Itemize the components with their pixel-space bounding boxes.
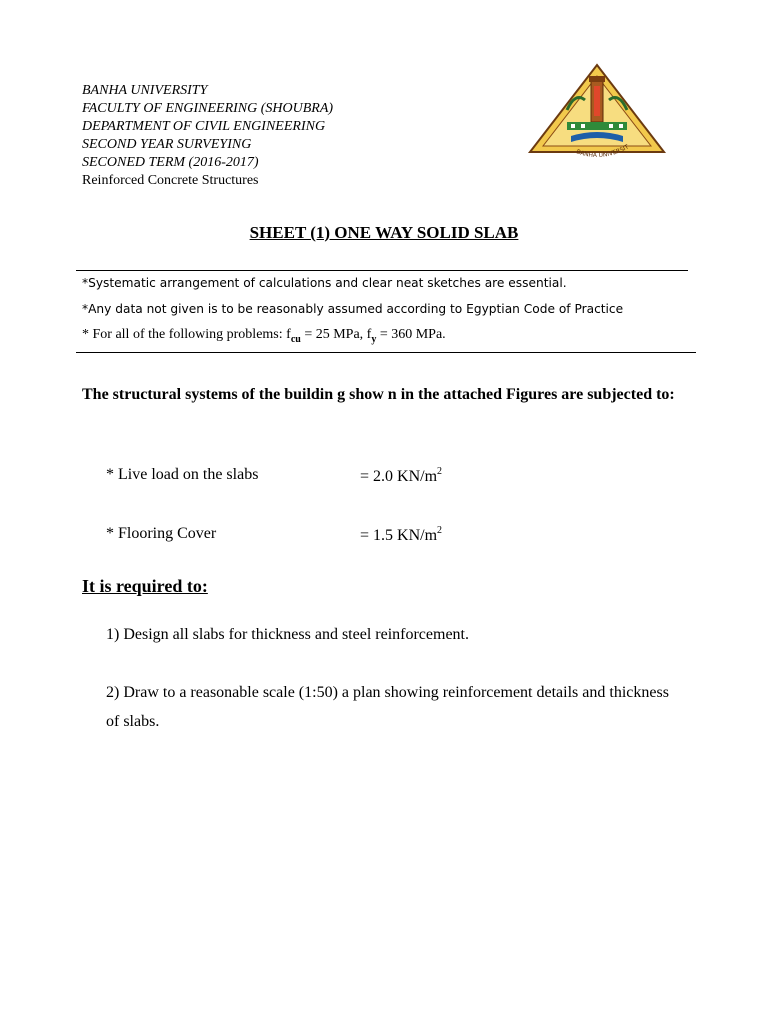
term-name: SECONED TERM (2016-2017) [82,155,259,170]
sheet-title: SHEET (1) ONE WAY SOLID SLAB [249,223,519,242]
department-name: DEPARTMENT OF CIVIL ENGINEERING [82,119,326,134]
faculty-name: FACULTY OF ENGINEERING (SHOUBRA) [82,101,334,116]
university-name: BANHA UNIVERSITY [82,83,208,98]
intro-paragraph: The structural systems of the buildin g show n in the attached Figures are subjected to: [82,386,675,403]
note-systematic: *Systematic arrangement of calculations and clear neat sketches are essential. [82,276,567,290]
bottom-divider [76,352,696,353]
flooring-cover-row [106,525,443,544]
live-load-value: = 2.0 $KN/m^2$ [360,466,443,485]
flooring-cover-value: = 1.5 $KN/m^2$ [360,525,443,544]
live-load-label: * Live load on the slabs [106,466,259,483]
note-data-assumption: *Any data not given is to be reasonably assumed according to Egyptian Code of Practice [82,302,624,316]
requirement-item: 1) Design all slabs for thickness and steel reinforcement. [106,626,469,643]
year-name: SECOND YEAR SURVEYING [82,137,252,152]
note-material-properties: * For all of the following problems: $f_{cu} = 25$ MPa, $f_y = 360$ MPa. [82,327,446,345]
banha-university-seal-icon [527,62,667,162]
live-load-row [106,466,443,485]
university-header [82,82,333,190]
required-heading: It is required to: [82,576,208,596]
requirement-item: 2) Draw to a reasonable scale (1:50) a plan showing reinforcement details and thickness of slabs. [106,684,669,730]
top-divider [76,270,688,271]
svg-text:BANHA UNIVERSITY: BANHA UNIVERSIT [575,143,631,160]
course-name: Reinforced Concrete Structures [82,173,259,188]
flooring-cover-label: * Flooring Cover [106,525,217,542]
